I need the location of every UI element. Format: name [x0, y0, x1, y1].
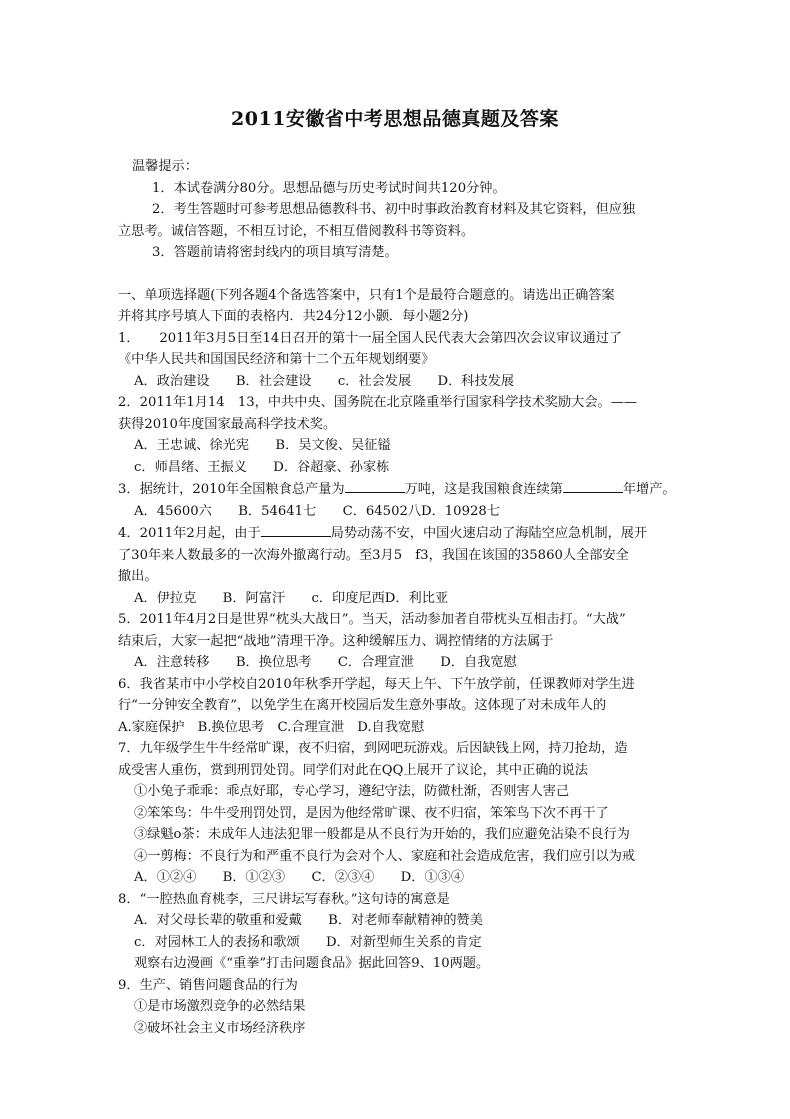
q3-stem-part-3: 年增产。 — [622, 482, 676, 497]
q4-stem-line-1 — [118, 522, 678, 545]
tip-2-line-1: 2．考生答题时可参考思想品德教科书、初中时事政治教育材料及其它资料，但应独 — [152, 202, 636, 217]
q1-stem-line-1: 1． 2011年3月5日至14日召开的第十一届全国人民代表大会第四次会议审议通过了 — [118, 330, 623, 346]
q4-stem-line-3: 撤出。 — [118, 569, 158, 584]
q6-options: A.家庭保护 B.换位思考 C.合理宣泄 D.自我宽慰 — [118, 719, 425, 735]
q7-statement-3: ③绿魁o茶：未成年人违法犯罪一般都是从不良行为开始的，我们应避免沾染不良行为 — [134, 827, 630, 842]
q5-stem-line-1: 5．2011年4月2日是世界“枕头大战日”。当天，活动参加者自带枕头互相击打。“大战” — [118, 612, 626, 627]
q9-statement-1: ①是市场激烈竞争的必然结果 — [134, 999, 306, 1014]
q4-stem-part-1: 4．2011年2月起，由于 — [118, 526, 261, 541]
q4-options: A．伊拉克 B．阿富汗 c．印度尼西D．利比亚 — [134, 590, 449, 606]
q4-stem-part-2: 局势动荡不安，中国火速启动了海陆空应急机制，展开 — [330, 526, 648, 541]
q3-stem — [118, 478, 678, 501]
q2-stem-line-1: 2．2011年1月14 13，中共中央、国务院在北京隆重举行国家科学技术奖励大会。—— — [118, 395, 638, 410]
q7-statement-1: ①小兔子乖乖：乖点好耶，专心学习，遵纪守法，防微杜渐，否则害人害己 — [134, 784, 570, 799]
q4-stem-line-2: 了30年来人数最多的一次海外撤离行动。至3月5 f3，我国在该国的35860人全部安全 — [118, 547, 629, 563]
q7-statement-2: ②笨笨鸟：牛牛受刑罚处罚，是因为他经常旷课、夜不归宿，笨笨鸟下次不再干了 — [134, 805, 609, 821]
q5-options: A．注意转移 B．换位思考 C．合理宣泄 D．自我宽慰 — [134, 655, 517, 670]
q8-note: 观察右边漫画《“重拳”打击问题食品》据此回答9、10两题。 — [134, 956, 490, 971]
q1-stem-line-2: 《中华人民共和国国民经济和第十二个五年规划纲要》 — [118, 352, 435, 367]
spacer — [118, 264, 678, 285]
q1-options: A．政治建设 B．社会建设 c．社会发展 D．科技发展 — [134, 373, 515, 389]
q6-stem-line-2: 行“一分钟安全教育”，以免学生在离开校园后发生意外事故。这体现了对未成年人的 — [118, 698, 607, 713]
tips-heading: 温馨提示： — [132, 159, 198, 174]
q6-stem-line-1: 6．我省某市中小学校自2010年秋季开学起，每天上午、下午放学前，任课教师对学生进 — [118, 676, 635, 692]
q2-stem-line-2: 获得2010年度国家最高科学技术奖。 — [118, 416, 337, 432]
answer-blank — [261, 522, 331, 537]
q7-stem-line-2: 成受害人重伤，赏到刑罚处罚。同学们对此在QQ上展开了议论，其中正确的说法 — [118, 762, 588, 778]
q3-options: A．45600六 B．54641七 C．64502八D．10928七 — [134, 503, 500, 519]
q8-options-2: c．对园林工人的表扬和歌颂 D．对新型师生关系的肯定 — [134, 934, 482, 950]
q8-options-1: A．对父母长辈的敬重和爱戴 B．对老师奉献精神的赞美 — [134, 913, 483, 928]
section-heading-line-1: 一、单项选择题(下列各题4个备选答案中，只有1个是最符合题意的。请选出正确答案 — [118, 287, 615, 303]
document-title: 2011安徽省中考思想品德真题及答案 — [231, 108, 559, 130]
answer-blank — [345, 478, 405, 493]
q2-options-1: A．王忠诚、徐光宪 B．吴文俊、吴征镒 — [134, 438, 391, 453]
q7-stem-line-1: 7．九年级学生牛牛经常旷课，夜不归宿，到网吧玩游戏。后因缺钱上网，持刀抢劫，造 — [118, 741, 628, 756]
q7-options: A．①②④ B．①②③ C．②③④ D．①③④ — [134, 870, 465, 885]
q8-stem: 8．“一腔热血育桃李，三尺讲坛写春秋。”这句诗的寓意是 — [118, 891, 450, 907]
document-body — [118, 156, 678, 1039]
q9-stem: 9．生产、销售问题食品的行为 — [118, 977, 298, 993]
q2-options-2: c．师昌绪、王振义 D．谷超豪、孙家栋 — [134, 459, 390, 475]
tip-2-line-2: 立思考。诚信答题，不相互讨论，不相互借阅教科书等资料。 — [118, 223, 475, 239]
answer-blank — [563, 478, 623, 493]
tip-3: 3．答题前请将密封线内的项目填写清楚。 — [152, 245, 398, 260]
tip-1: 1．本试卷满分80分。思想品德与历史考试时间共120分钟。 — [152, 180, 506, 196]
q7-statement-4: ④一剪梅：不良行为和严重不良行为会对个人、家庭和社会造成危害，我们应引以为戒 — [134, 848, 636, 864]
section-heading-line-2: 并将其序号填人下面的表格内．共24分12小颢．每小题2分) — [118, 309, 469, 324]
q5-stem-line-2: 结束后，大家一起把“战地”清理干净。这种缓解压力、调控情绪的方法属于 — [118, 633, 554, 649]
q3-stem-part-1: 3．据统计，2010年全国粮食总产量为 — [118, 482, 345, 497]
q9-statement-2: ②破坏社会主义市场经济秩序 — [134, 1020, 306, 1036]
q3-stem-part-2: 万吨，这是我国粮食连续第 — [404, 482, 563, 497]
